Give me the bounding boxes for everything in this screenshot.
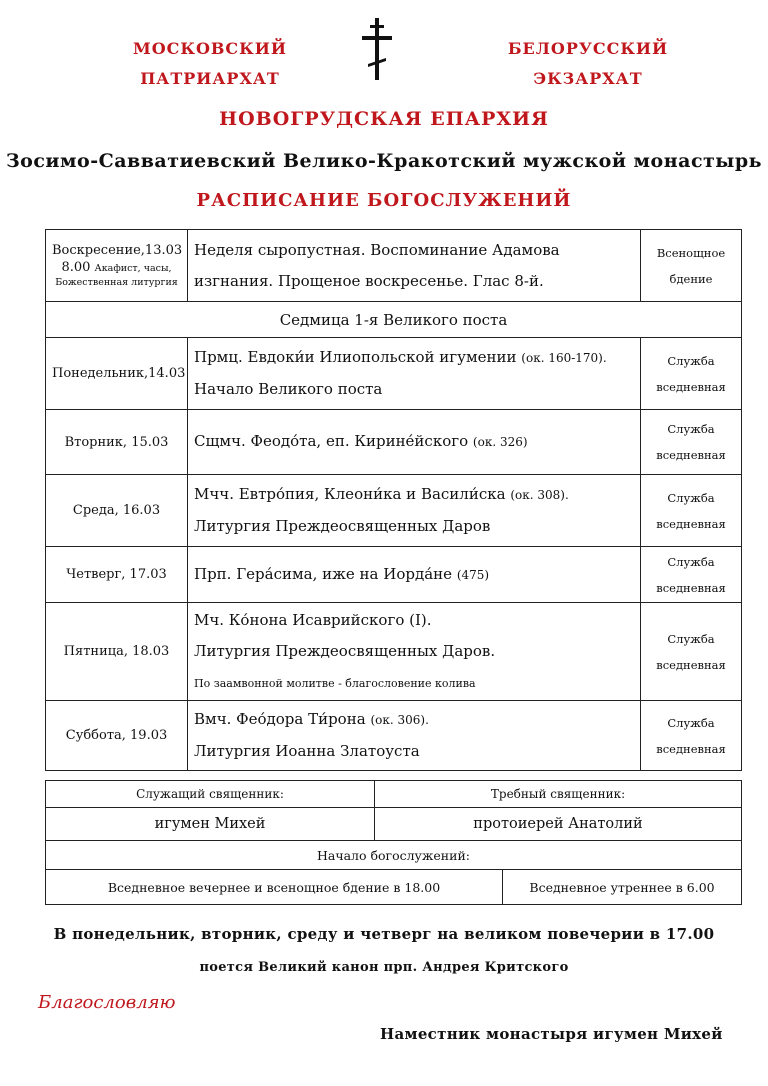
desc-paren: (ок. 308).: [510, 488, 569, 502]
serving-priest-name: игумен Михей: [46, 808, 375, 841]
monastery-title: Зосимо-Савватиевский Велико-Кракотский мужской монастырь: [5, 150, 763, 172]
service-type-line: Служба: [667, 631, 715, 646]
week-title: Седмица 1-я Великого поста: [46, 302, 742, 338]
week-row: [46, 302, 742, 338]
table-row: [46, 841, 742, 870]
service-type: [641, 475, 742, 547]
day-note: Акафист, часы,: [94, 263, 172, 274]
canon-notice-line2: поется Великий канон прп. Андрея Критского: [199, 960, 569, 975]
clergy-table: [45, 780, 742, 905]
signature: Наместник монастыря игумен Михей: [380, 1025, 723, 1043]
desc-line: Вмч. Фео́дора Ти́рона: [194, 710, 366, 728]
table-row: [46, 410, 742, 475]
morning-service-time: Вседневное утреннее в 6.00: [503, 870, 742, 905]
service-type-line: вседневная: [656, 379, 726, 394]
exarchate-line1: БЕЛОРУССКИЙ: [507, 39, 669, 58]
desc-line: Литургия Преждеосвященных Даров.: [194, 642, 496, 660]
service-type-line: Служба: [667, 554, 715, 569]
service-type-line: бдение: [669, 271, 713, 286]
day-label: Воскресение,13.03: [52, 243, 183, 258]
service-type-line: Служба: [667, 353, 715, 368]
desc-line: Мч. Ко́нона Исаврийского (I).: [194, 611, 432, 629]
service-type-line: вседневная: [656, 448, 726, 462]
evening-service-time: Вседневное вечернее и всенощное бдение в 18.00: [46, 870, 503, 905]
day-label: Вторник, 15.03: [46, 410, 188, 475]
day-label: Суббота, 19.03: [46, 701, 188, 771]
service-description: [188, 230, 641, 302]
service-type-line: Всенощное: [656, 245, 726, 260]
service-description: [188, 701, 641, 771]
service-type-line: вседневная: [656, 741, 726, 756]
patriarchate-line2: ПАТРИАРХАТ: [140, 69, 280, 88]
table-row: [46, 781, 742, 808]
patriarchate-header: [125, 34, 295, 94]
desc-line: Сщмч. Феодо́та, еп. Кирине́йского: [194, 432, 469, 450]
desc-note: По заамвонной молитве - благословение колива: [194, 677, 476, 690]
desc-line: Литургия Иоанна Златоуста: [194, 742, 420, 760]
service-type: [641, 410, 742, 475]
service-type-line: вседневная: [656, 580, 726, 595]
service-type-line: Служба: [667, 715, 715, 730]
day-note: Божественная литургия: [55, 277, 178, 288]
desc-line: Прмц. Евдоки́и Илиопольской игумении: [194, 348, 517, 366]
services-start-label: Начало богослужений:: [46, 841, 742, 870]
desc-line: Начало Великого поста: [194, 380, 383, 398]
service-type: [641, 603, 742, 701]
service-description: [188, 338, 641, 410]
service-description: [188, 547, 641, 603]
day-label: Четверг, 17.03: [46, 547, 188, 603]
table-row: [46, 603, 742, 701]
table-row: [46, 547, 742, 603]
desc-paren: (475): [456, 567, 490, 582]
blessing-text: Благословляю: [38, 992, 176, 1013]
requiem-priest-label: Требный священник:: [375, 781, 742, 808]
service-type: [641, 338, 742, 410]
service-description: [188, 603, 641, 701]
service-type: [641, 547, 742, 603]
service-type: [641, 701, 742, 771]
day-time: 8.00: [61, 260, 91, 275]
canon-notice-line1: В понедельник, вторник, среду и четверг на великом повечерии в 17.00: [53, 925, 715, 943]
schedule-title: РАСПИСАНИЕ БОГОСЛУЖЕНИЙ: [196, 190, 572, 211]
day-label: Среда, 16.03: [46, 475, 188, 547]
orthodox-cross-icon: [362, 18, 392, 80]
desc-paren: (ок. 306).: [370, 713, 429, 727]
table-row: [46, 701, 742, 771]
service-description: [188, 475, 641, 547]
desc-line: Неделя сыропустная. Воспоминание Адамова: [194, 240, 560, 259]
service-type-line: вседневная: [656, 657, 726, 672]
exarchate-line2: ЭКЗАРХАТ: [533, 69, 643, 88]
requiem-priest-name: протоиерей Анатолий: [375, 808, 742, 841]
table-row: [46, 808, 742, 841]
day-cell: [46, 230, 188, 302]
service-description: [188, 410, 641, 475]
service-type-line: Служба: [667, 490, 715, 505]
desc-line: изгнания. Прощеное воскресенье. Глас 8-й.: [194, 271, 544, 290]
table-row: [46, 870, 742, 905]
table-row: [46, 230, 742, 302]
desc-paren: (ок. 326): [472, 435, 528, 449]
desc-line: Литургия Преждеосвященных Даров: [194, 517, 491, 535]
desc-paren: (ок. 160-170).: [521, 351, 607, 365]
service-type-line: вседневная: [656, 516, 726, 531]
desc-line: Прп. Гера́сима, иже на Иорда́не: [194, 564, 453, 583]
patriarchate-line1: МОСКОВСКИЙ: [133, 39, 287, 58]
service-type-line: Служба: [667, 422, 715, 436]
desc-line: Мчч. Евтро́пия, Клеони́ка и Васили́ска: [194, 485, 506, 503]
day-label: Пятница, 18.03: [46, 603, 188, 701]
eparchy-title: НОВОГРУДСКАЯ ЕПАРХИЯ: [219, 108, 549, 130]
day-label: Понедельник,14.03: [46, 338, 188, 410]
schedule-table: [45, 229, 742, 771]
exarchate-header: [503, 34, 673, 94]
serving-priest-label: Служащий священник:: [46, 781, 375, 808]
service-type: [641, 230, 742, 302]
table-row: [46, 475, 742, 547]
table-row: [46, 338, 742, 410]
